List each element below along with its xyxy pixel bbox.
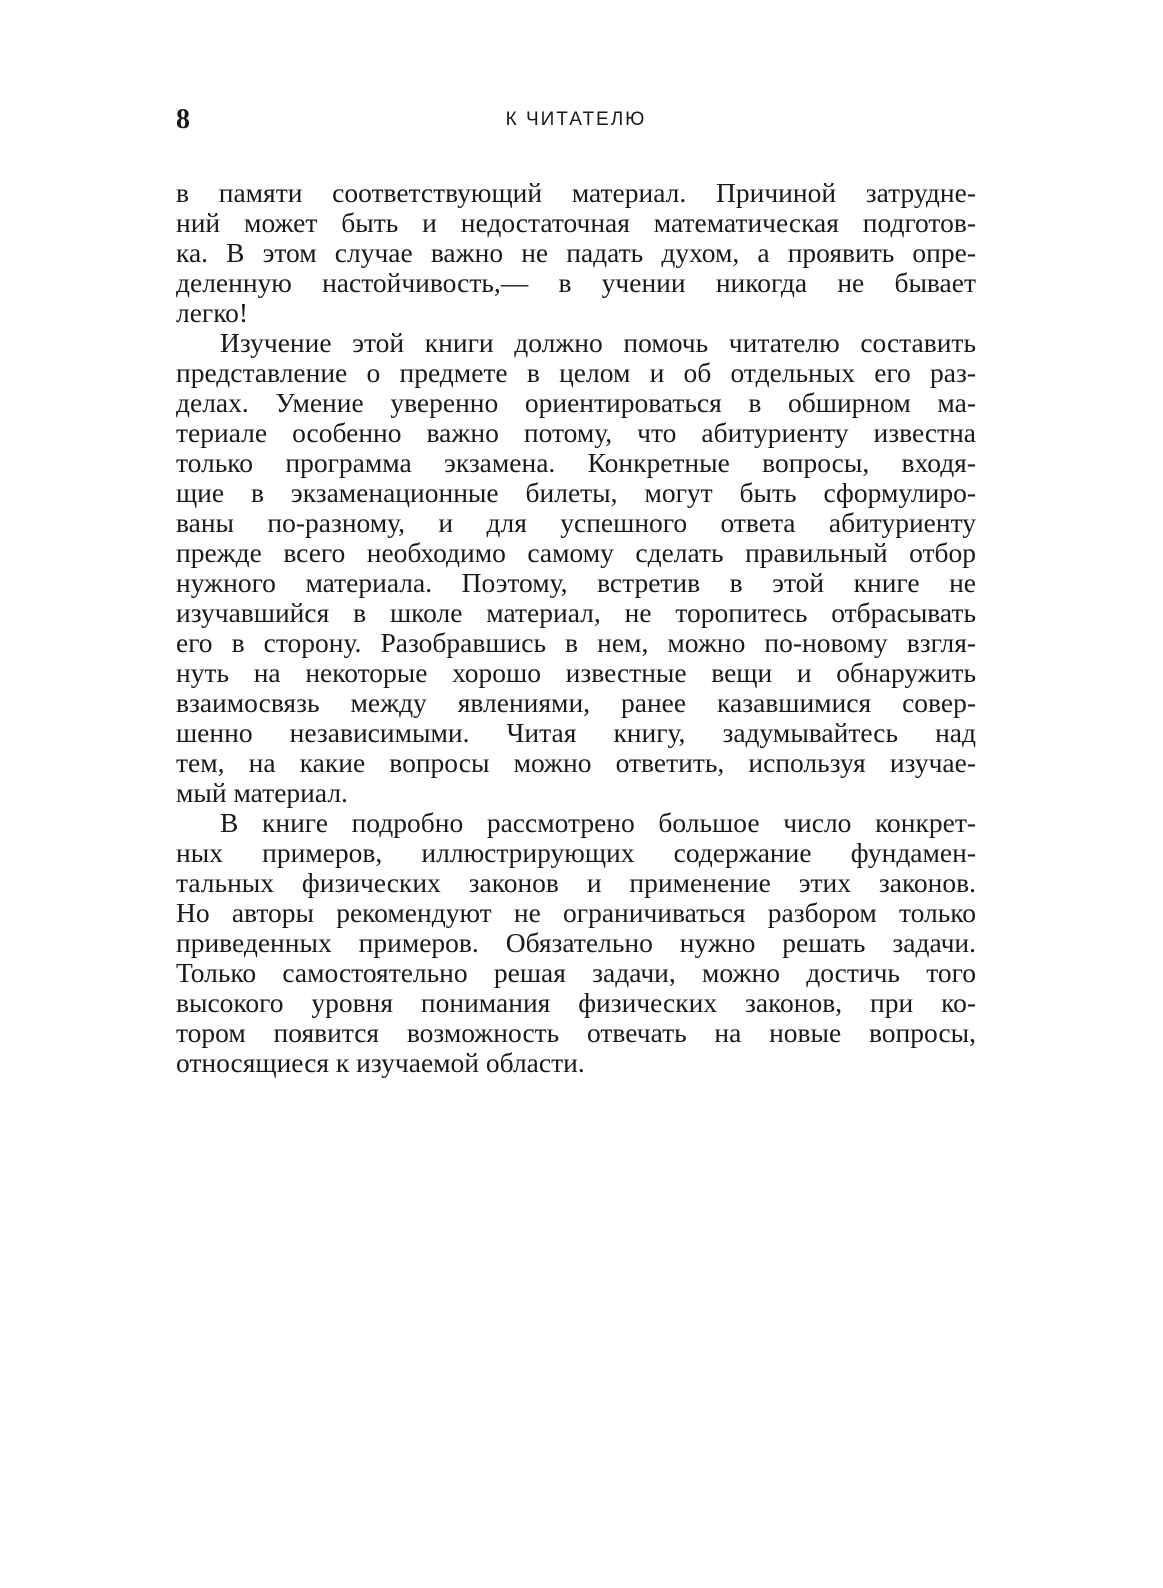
text-line: щие в экзаменационные билеты, могут быть сформулиро- [176,477,976,508]
text-line: тальных физических законов и применение этих законов. [176,867,976,898]
text-line: нуть на некоторые хорошо известные вещи и обнаружить [176,657,976,688]
text-line: Изучение этой книги должно помочь читателю составить [220,327,976,358]
running-head [176,100,976,140]
text-line: нужного материала. Поэтому, встретив в этой книге не [176,567,976,598]
text-line: его в сторону. Разобравшись в нем, можно по-новому взгля- [176,627,976,658]
text-line: только программа экзамена. Конкретные вопросы, входя- [176,447,976,478]
text-line: легко! [176,297,249,328]
paragraph-1 [176,178,976,328]
text-line: шенно независимыми. Читая книгу, задумывайтесь над [176,717,976,748]
text-line: тором появится возможность отвечать на новые вопросы, [176,1017,976,1048]
text-line: делах. Умение уверенно ориентироваться в обширном ма- [176,387,976,418]
paragraph-3 [176,808,976,1078]
text-line: прежде всего необходимо самому сделать правильный отбор [176,537,976,568]
text-line: относящиеся к изучаемой области. [176,1047,585,1078]
text-line: в памяти соответствующий материал. Причиной затрудне- [176,177,976,208]
text-line: взаимосвязь между явлениями, ранее казавшимися совер- [176,687,976,718]
text-line: мый материал. [176,777,348,808]
page-number: 8 [176,104,190,135]
text-line: Только самостоятельно решая задачи, можно достичь того [176,957,976,988]
text-line: ка. В этом случае важно не падать духом, а проявить опре- [176,237,976,268]
text-line: изучавшийся в школе материал, не торопитесь отбрасывать [176,597,976,628]
text-line: ний может быть и недостаточная математическая подготов- [176,207,976,238]
text-line: тем, на какие вопросы можно ответить, используя изучае- [176,747,976,778]
paragraph-2 [176,328,976,808]
text-line: В книге подробно рассмотрено большое число конкрет- [220,807,976,838]
text-line: Но авторы рекомендуют не ограничиваться разбором только [176,897,976,928]
text-line: териале особенно важно потому, что абитуриенту известна [176,417,976,448]
body-text [176,178,976,1078]
text-line: высокого уровня понимания физических законов, при ко- [176,987,976,1018]
text-line: ных примеров, иллюстрирующих содержание фундамен- [176,837,976,868]
text-line: ваны по-разному, и для успешного ответа абитуриенту [176,507,976,538]
running-title: К ЧИТАТЕЛЮ [505,109,647,130]
text-line: представление о предмете в целом и об отдельных его раз- [176,357,976,388]
text-line: приведенных примеров. Обязательно нужно решать задачи. [176,927,976,958]
text-line: деленную настойчивость,— в учении никогда не бывает [176,267,976,298]
